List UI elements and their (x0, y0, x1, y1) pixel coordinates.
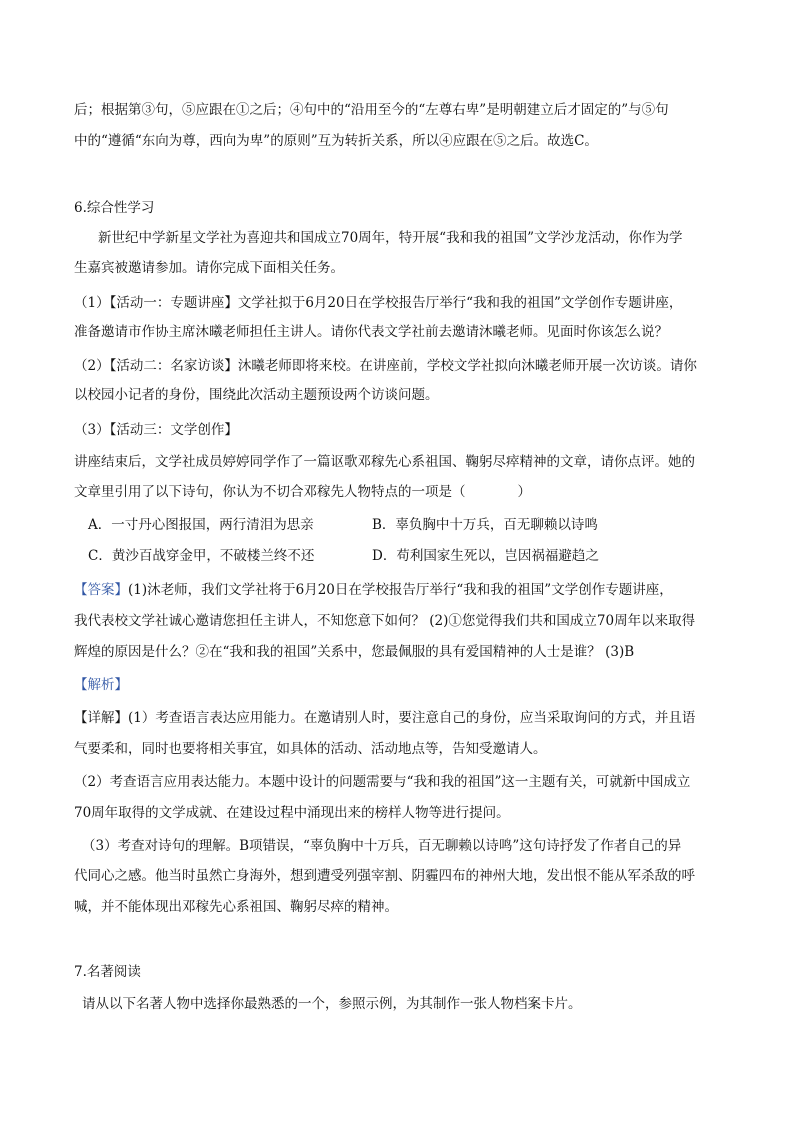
analysis-tag: 【解析】 (74, 677, 128, 693)
question-6-3-heading: （3）【活动三：文学创作】 (74, 422, 238, 438)
detail-1-line-2: 气要柔和，同时也要将相关事宜，如具体的活动、活动地点等，告知受邀请人。 (74, 741, 547, 757)
answer-line-3: 辉煌的原因是什么？②在“我和我的祖国”关系中，您最佩服的具有爱国精神的人士是谁？ (3)B (74, 644, 635, 660)
question-6-3-stem: 文章里引用了以下诗句，你认为不切合邓稼先人物特点的一项是（ (74, 484, 466, 500)
detail-3-line-2: 代同心之感。他当时虽然亡身海外，想到遭受列强宰割、阴霾四布的神州大地，发出恨不能从军杀敌的呼 (74, 868, 695, 884)
answer-line-2: 我代表校文学社诚心邀请您担任主讲人，不知您意下如何？ (2)①您觉得我们共和国成立70周年以来取得 (74, 613, 696, 629)
option-c: C．黄沙百战穿金甲，不破楼兰终不还 (88, 548, 315, 564)
question-6-1-line-1: （1）【活动一：专题讲座】文学社拟于6月20日在学校报告厅举行“我和我的祖国”文学创作专题讲座， (74, 295, 683, 311)
question-6-intro-line-2: 生嘉宾被邀请参加。请你完成下面相关任务。 (74, 260, 344, 276)
prev-analysis-line-1: 后；根据第③句，⑤应跟在①之后；④句中的“沿用至今的“左尊右卑”是明朝建立后才固定的”与⑤句 (74, 102, 669, 118)
detail-2-line-2: 70周年取得的文学成就、在建设过程中涌现出来的榜样人物等进行提问。 (74, 805, 510, 821)
detail-3-line-1: （3）考查对诗句的理解。B项错误，“辜负胸中十万兵，百无聊赖以诗鸣”这句诗抒发了作者自己的异 (82, 838, 682, 854)
detail-1-line-1: 【详解】(1）考查语言表达应用能力。在邀请别人时，要注意自己的身份，应当采取询问的方式，并且语 (74, 710, 696, 726)
answer-text-1: (1)沐老师，我们文学社将于6月20日在学校报告厅举行“我和我的祖国”文学创作专题讲座， (128, 582, 673, 598)
question-6-2-line-2: 以校园小记者的身份，围绕此次活动主题预设两个访谈问题。 (74, 387, 439, 403)
question-7-heading: 7.名著阅读 (74, 964, 141, 980)
question-6-3-line-1: 讲座结束后，文学社成员婷婷同学作了一篇讴歌邓稼先心系祖国、鞠躬尽瘁精神的文章，请你点评。她的 (74, 454, 695, 470)
option-d: D．苟利国家生死以，岂因祸福避趋之 (372, 548, 599, 564)
detail-3-line-3: 喊，并不能体现出邓稼先心系祖国、鞠躬尽瘁的精神。 (74, 899, 398, 915)
question-6-3-line-2 (74, 482, 734, 502)
question-6-heading: 6.综合性学习 (74, 200, 155, 216)
option-b: B．辜负胸中十万兵，百无聊赖以诗鸣 (372, 517, 598, 533)
detail-2-line-1: （2）考查语言应用表达能力。本题中设计的问题需要与“我和我的祖国”这一主题有关，可就新中国成立 (74, 774, 691, 790)
question-6-2-line-1: （2）【活动二：名家访谈】沐曦老师即将来校。在讲座前，学校文学社拟向沐曦老师开展一次访谈。请你 (74, 358, 697, 374)
options-row-1 (0, 515, 794, 535)
answer-tag: 【答案】 (74, 582, 128, 598)
options-row-2 (0, 546, 794, 566)
prev-analysis-line-2: 中的“遵循“东向为尊，西向为卑”的原则”互为转折关系，所以④应跟在⑤之后。故选C。 (74, 133, 598, 149)
question-7-intro: 请从以下名著人物中选择你最熟悉的一个，参照示例，为其制作一张人物档案卡片。 (82, 996, 582, 1012)
question-6-3-stem-end: ） (517, 484, 531, 500)
question-6-1-line-2: 准备邀请市作协主席沐曦老师担任主讲人。请你代表文学社前去邀请沐曦老师。见面时你该怎么说？ (74, 324, 668, 340)
answer-line-1 (74, 580, 734, 600)
option-a: A．一寸丹心图报国，两行清泪为思亲 (88, 517, 314, 533)
question-6-intro-line-1: 新世纪中学新星文学社为喜迎共和国成立70周年，特开展“我和我的祖国”文学沙龙活动，你作为学 (98, 230, 683, 246)
